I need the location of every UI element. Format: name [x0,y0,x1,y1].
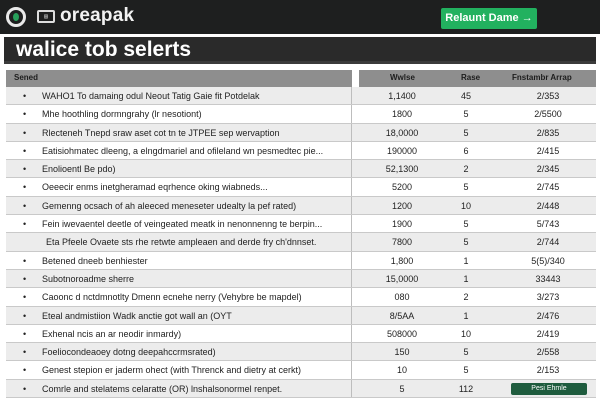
row-rate: 112 [458,383,474,394]
bullet-icon: • [23,200,27,211]
row-value: 1,1400 [388,91,416,101]
bullet-icon: • [23,292,27,303]
table-row[interactable] [6,142,596,160]
row-rate: 2 [463,164,469,175]
row-rate: 5 [463,182,469,193]
grid-icon[interactable]: ▤ [37,10,55,23]
row-value: 080 [394,292,410,303]
page-title: walice tob selerts [16,38,192,61]
column-header-amount[interactable]: Fnstambr Arrap [512,73,572,82]
page-title-bar [4,37,596,64]
row-description: Eatisiohmatec dleeng, a elngdmariel and ofileland wn pesmedtec pie... [42,145,324,156]
table-row[interactable] [6,87,596,105]
row-amount: 2/744 [536,237,560,248]
row-description: Eta Pfeele Ovaete sts rhe retwte ampleaen and derde fry ch'dnnset. [46,237,317,248]
table-row[interactable] [6,197,596,215]
row-value: 1900 [391,219,413,230]
row-rate: 5 [463,347,469,358]
row-value: 190000 [386,145,418,156]
row-description: Subotnoroadme sherre [42,273,135,284]
row-rate: 10 [460,328,471,339]
row-description: Enolioentl Be pdo) [42,164,116,175]
row-value: 52,1300 [385,164,419,175]
row-amount: 2/448 [536,200,560,211]
row-rate: 5 [463,109,469,120]
app-logo-icon[interactable] [6,7,26,27]
row-description: Rlecteneh Tnepd sraw aset cot tn te JTPEE sep wervaption [42,127,280,138]
top-bar [0,0,600,34]
header-left-block [6,70,352,87]
bullet-icon: • [23,347,27,358]
row-amount: 2/745 [536,182,560,193]
table-row[interactable] [6,215,596,233]
row-description: Fein iwevaentel deetle of veingeated meatk in nenonnenng te berpin... [42,219,323,230]
table-row[interactable] [6,270,596,288]
table-row[interactable] [6,325,596,343]
bullet-icon: • [23,219,27,230]
row-action-button[interactable]: Pesi Ehmle [511,383,587,395]
table-row[interactable] [6,160,596,178]
row-value: 150 [394,347,410,358]
row-description: Exhenal ncis an ar neodir inmardy) [42,328,182,339]
row-amount: 2/153 [536,365,560,376]
table-row[interactable] [6,361,596,379]
row-value: 8/5AA [389,310,415,321]
row-description: Foeliocondeaoey dotng deepahccrmsrated) [42,347,216,358]
data-table [6,70,596,398]
bullet-icon: • [23,127,27,138]
row-description: Comrle and stelatems celaratte (OR) lnshalsonormel renpet. [42,383,283,394]
row-rate: 2 [463,292,469,303]
table-row[interactable] [6,178,596,196]
row-rate: 6 [463,145,469,156]
row-amount: 2/345 [536,164,560,175]
row-description: WAHO1 To damaing odul Neout Tatig Gaie fit Potdelak [42,91,260,101]
table-header [6,70,596,87]
row-rate: 10 [460,200,471,211]
row-value: 15,0000 [385,273,419,284]
bullet-icon: • [23,145,27,156]
column-header-selected[interactable]: Sened [14,73,39,82]
table-row[interactable] [6,105,596,123]
bullet-icon: • [23,365,27,376]
row-value: 18,0000 [385,127,419,138]
row-value: 7800 [391,237,413,248]
bullet-icon: • [23,255,27,266]
table-row[interactable] [6,307,596,325]
bullet-icon: • [23,328,27,339]
row-amount: 3/273 [536,292,560,303]
row-amount: 2/415 [536,145,560,156]
row-value: 5200 [391,182,413,193]
row-description: Caoonc d nctdmnotlty Dmenn ecnehe nerry (Vehybre be mapdel) [42,292,302,303]
row-description: Oeeecir enms inetgheramad eqrhence oking wiabneds... [42,182,268,193]
row-amount: 2/353 [536,91,560,101]
brand-name: oreapak [60,5,135,26]
row-rate: 5 [463,127,469,138]
table-row[interactable] [6,343,596,361]
row-rate: 45 [460,91,471,101]
row-description: Betened dneeb benhiester [42,255,148,266]
table-row[interactable] [6,124,596,142]
row-rate: 5 [463,219,469,230]
row-value: 5 [399,383,405,394]
row-rate: 1 [463,310,469,321]
row-rate: 5 [463,237,469,248]
row-description: Eteal andmistiion Wadk anctie got wall an (OYT [42,310,232,321]
column-header-rate[interactable]: Rase [461,73,481,82]
table-row[interactable] [6,233,596,251]
bullet-icon: • [23,109,27,120]
row-amount: 2/835 [536,127,560,138]
row-amount: 2/476 [536,310,560,321]
table-row[interactable] [6,288,596,306]
row-description: Mhe hoothling dormngrahy (lr nesotiont) [42,109,202,120]
row-value: 1200 [391,200,413,211]
bullet-icon: • [23,383,27,394]
table-row[interactable] [6,380,596,398]
row-rate: 1 [463,273,469,284]
row-value: 508000 [386,328,418,339]
row-amount: 2/419 [536,328,560,339]
row-amount: 5(5)/340 [531,255,565,266]
row-amount: 2/558 [536,347,560,358]
bullet-icon: • [23,91,27,101]
row-amount: 2/5500 [534,109,562,120]
row-description: Genest stepion er jaderm ohect (with Threnck and dietry at cerkt) [42,365,301,376]
bullet-icon: • [23,273,27,284]
row-rate: 5 [463,365,469,376]
bullet-icon: • [23,164,27,175]
row-value: 1800 [391,109,413,120]
column-header-value[interactable]: Wwlse [390,73,415,82]
row-rate: 1 [463,255,469,266]
bullet-icon: • [23,182,27,193]
row-amount: 5/743 [536,219,560,230]
table-row[interactable] [6,252,596,270]
row-value: 10 [396,365,407,376]
row-amount: 33443 [535,273,561,284]
relaunch-button[interactable]: Relaunt Dame → [441,8,537,29]
row-value: 1,800 [390,255,414,266]
row-description: Gemenng ocsach of ah aleeced meneseter udealty la pef rated) [42,200,297,211]
bullet-icon: • [23,310,27,321]
